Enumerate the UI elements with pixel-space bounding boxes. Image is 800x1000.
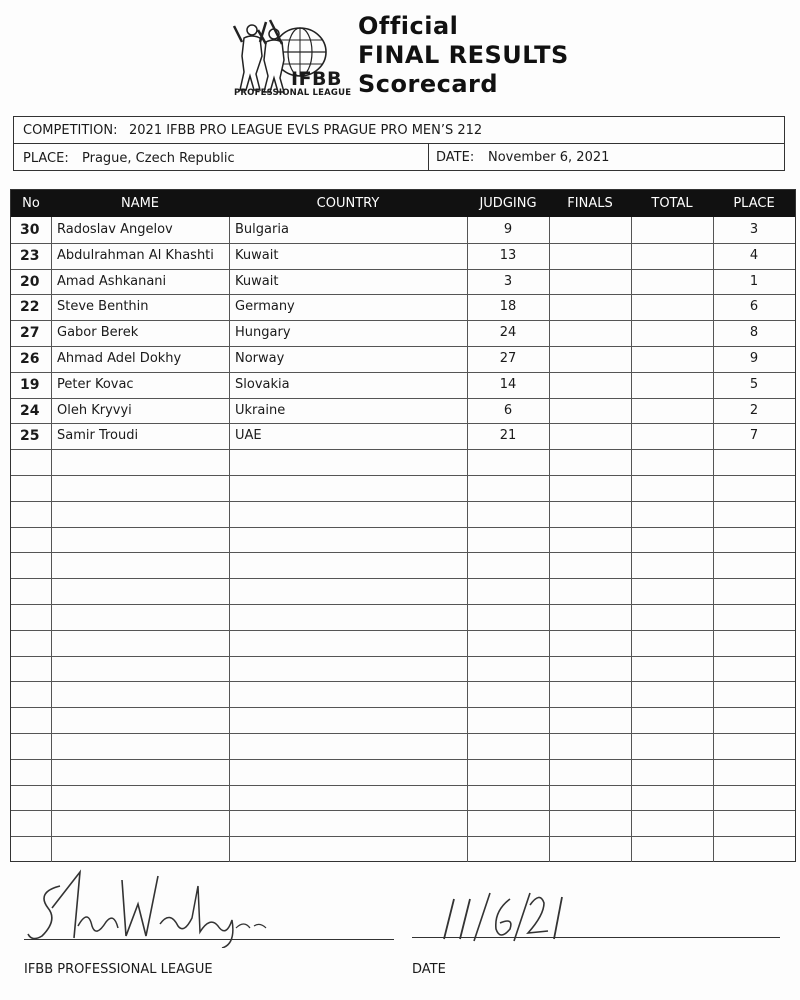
cell-judging: 21: [499, 428, 517, 444]
date-footer-label: DATE: [412, 962, 446, 977]
cell-judging: 14: [499, 376, 517, 392]
competition-row: [14, 117, 784, 144]
row-divider: [11, 527, 795, 528]
cell-name: Steve Benthin: [57, 299, 149, 315]
title-line-official: Official: [358, 12, 459, 40]
cell-country: Ukraine: [235, 402, 286, 418]
signature-line: [24, 939, 394, 940]
logo-subtext: PROFESSIONAL LEAGUE: [234, 88, 352, 98]
date-value: November 6, 2021: [488, 150, 610, 165]
row-divider: [11, 501, 795, 502]
place-value: Prague, Czech Republic: [82, 151, 235, 166]
cell-place: 9: [749, 351, 759, 366]
row-divider: [11, 346, 795, 347]
cell-name: Samir Troudi: [57, 428, 139, 444]
cell-name: Ahmad Adel Dokhy: [57, 351, 182, 366]
cell-place: 1: [749, 273, 759, 289]
cell-place: 2: [749, 402, 759, 418]
place-label: PLACE:: [23, 151, 69, 166]
row-divider: [11, 707, 795, 708]
cell-country: Slovakia: [235, 376, 290, 392]
cell-place: 4: [749, 247, 759, 263]
cell-judging: 3: [503, 273, 513, 289]
cell-no: 19: [20, 376, 40, 393]
date-label: DATE:: [436, 150, 475, 165]
signature-label: IFBB PROFESSIONAL LEAGUE: [24, 962, 213, 977]
cell-name: Amad Ashkanani: [57, 273, 167, 289]
row-divider: [11, 810, 795, 811]
header-no: No: [22, 196, 40, 211]
row-divider: [11, 552, 795, 553]
signature-steve-weinberger: [22, 868, 272, 948]
cell-place: 8: [749, 325, 759, 341]
title-line-final-results: FINAL RESULTS: [358, 41, 569, 69]
cell-judging: 18: [499, 299, 517, 315]
row-divider: [11, 294, 795, 295]
cell-judging: 9: [503, 222, 513, 237]
row-divider: [11, 423, 795, 424]
cell-country: Hungary: [235, 325, 291, 341]
cell-name: Oleh Kryvyi: [57, 402, 132, 418]
place-date-row: [14, 144, 784, 170]
cell-country: Norway: [235, 351, 285, 366]
row-divider: [11, 269, 795, 270]
table-header: [11, 190, 795, 217]
column-divider: [549, 217, 550, 862]
cell-name: Peter Kovac: [57, 376, 134, 392]
row-divider: [11, 372, 795, 373]
cell-no: 30: [20, 222, 40, 238]
header-country: COUNTRY: [316, 196, 380, 211]
competition-label: COMPETITION:: [23, 123, 118, 138]
cell-place: 6: [749, 299, 759, 315]
column-divider: [631, 217, 632, 862]
row-divider: [11, 785, 795, 786]
header-total: TOTAL: [651, 196, 693, 211]
row-divider: [11, 681, 795, 682]
cell-judging: 24: [499, 325, 517, 341]
competition-info-box: [13, 116, 785, 171]
cell-no: 25: [20, 428, 40, 445]
cell-country: Germany: [235, 299, 295, 315]
cell-name: Abdulrahman Al Khashti: [57, 247, 214, 263]
cell-no: 20: [20, 273, 40, 290]
page-title: [358, 12, 569, 99]
cell-no: 24: [20, 402, 40, 419]
cell-no: 22: [20, 299, 40, 316]
info-divider: [428, 144, 429, 170]
cell-name: Radoslav Angelov: [57, 222, 173, 237]
row-divider: [11, 656, 795, 657]
row-divider: [11, 733, 795, 734]
cell-place: 5: [749, 376, 759, 392]
title-line-scorecard: Scorecard: [358, 70, 499, 98]
row-divider: [11, 630, 795, 631]
logo-wordmark: IFBB: [291, 68, 343, 90]
row-divider: [11, 243, 795, 244]
results-table: [10, 189, 796, 862]
row-divider: [11, 604, 795, 605]
cell-no: 27: [20, 325, 40, 342]
cell-judging: 27: [499, 351, 517, 366]
header-name: NAME: [120, 196, 160, 211]
scorecard-header: [0, 0, 800, 110]
row-divider: [11, 398, 795, 399]
row-divider: [11, 578, 795, 579]
cell-place: 3: [749, 222, 759, 237]
header-judging: JUDGING: [479, 196, 537, 211]
cell-judging: 6: [503, 402, 513, 418]
handwritten-date: [430, 885, 570, 945]
column-divider: [713, 217, 714, 862]
cell-country: Kuwait: [235, 273, 279, 289]
cell-no: 26: [20, 351, 40, 367]
cell-name: Gabor Berek: [57, 325, 139, 341]
competition-value: 2021 IFBB PRO LEAGUE EVLS PRAGUE PRO MEN’S 212: [129, 123, 483, 138]
cell-place: 7: [749, 428, 759, 444]
row-divider: [11, 320, 795, 321]
cell-judging: 13: [499, 247, 517, 263]
row-divider: [11, 836, 795, 837]
cell-country: UAE: [235, 428, 262, 444]
header-place: PLACE: [733, 196, 775, 211]
date-line: [412, 937, 780, 938]
cell-no: 23: [20, 247, 40, 264]
column-divider: [51, 217, 52, 862]
row-divider: [11, 449, 795, 450]
column-divider: [229, 217, 230, 862]
row-divider: [11, 759, 795, 760]
cell-country: Bulgaria: [235, 222, 289, 237]
header-finals: FINALS: [567, 196, 613, 211]
cell-country: Kuwait: [235, 247, 279, 263]
row-divider: [11, 475, 795, 476]
